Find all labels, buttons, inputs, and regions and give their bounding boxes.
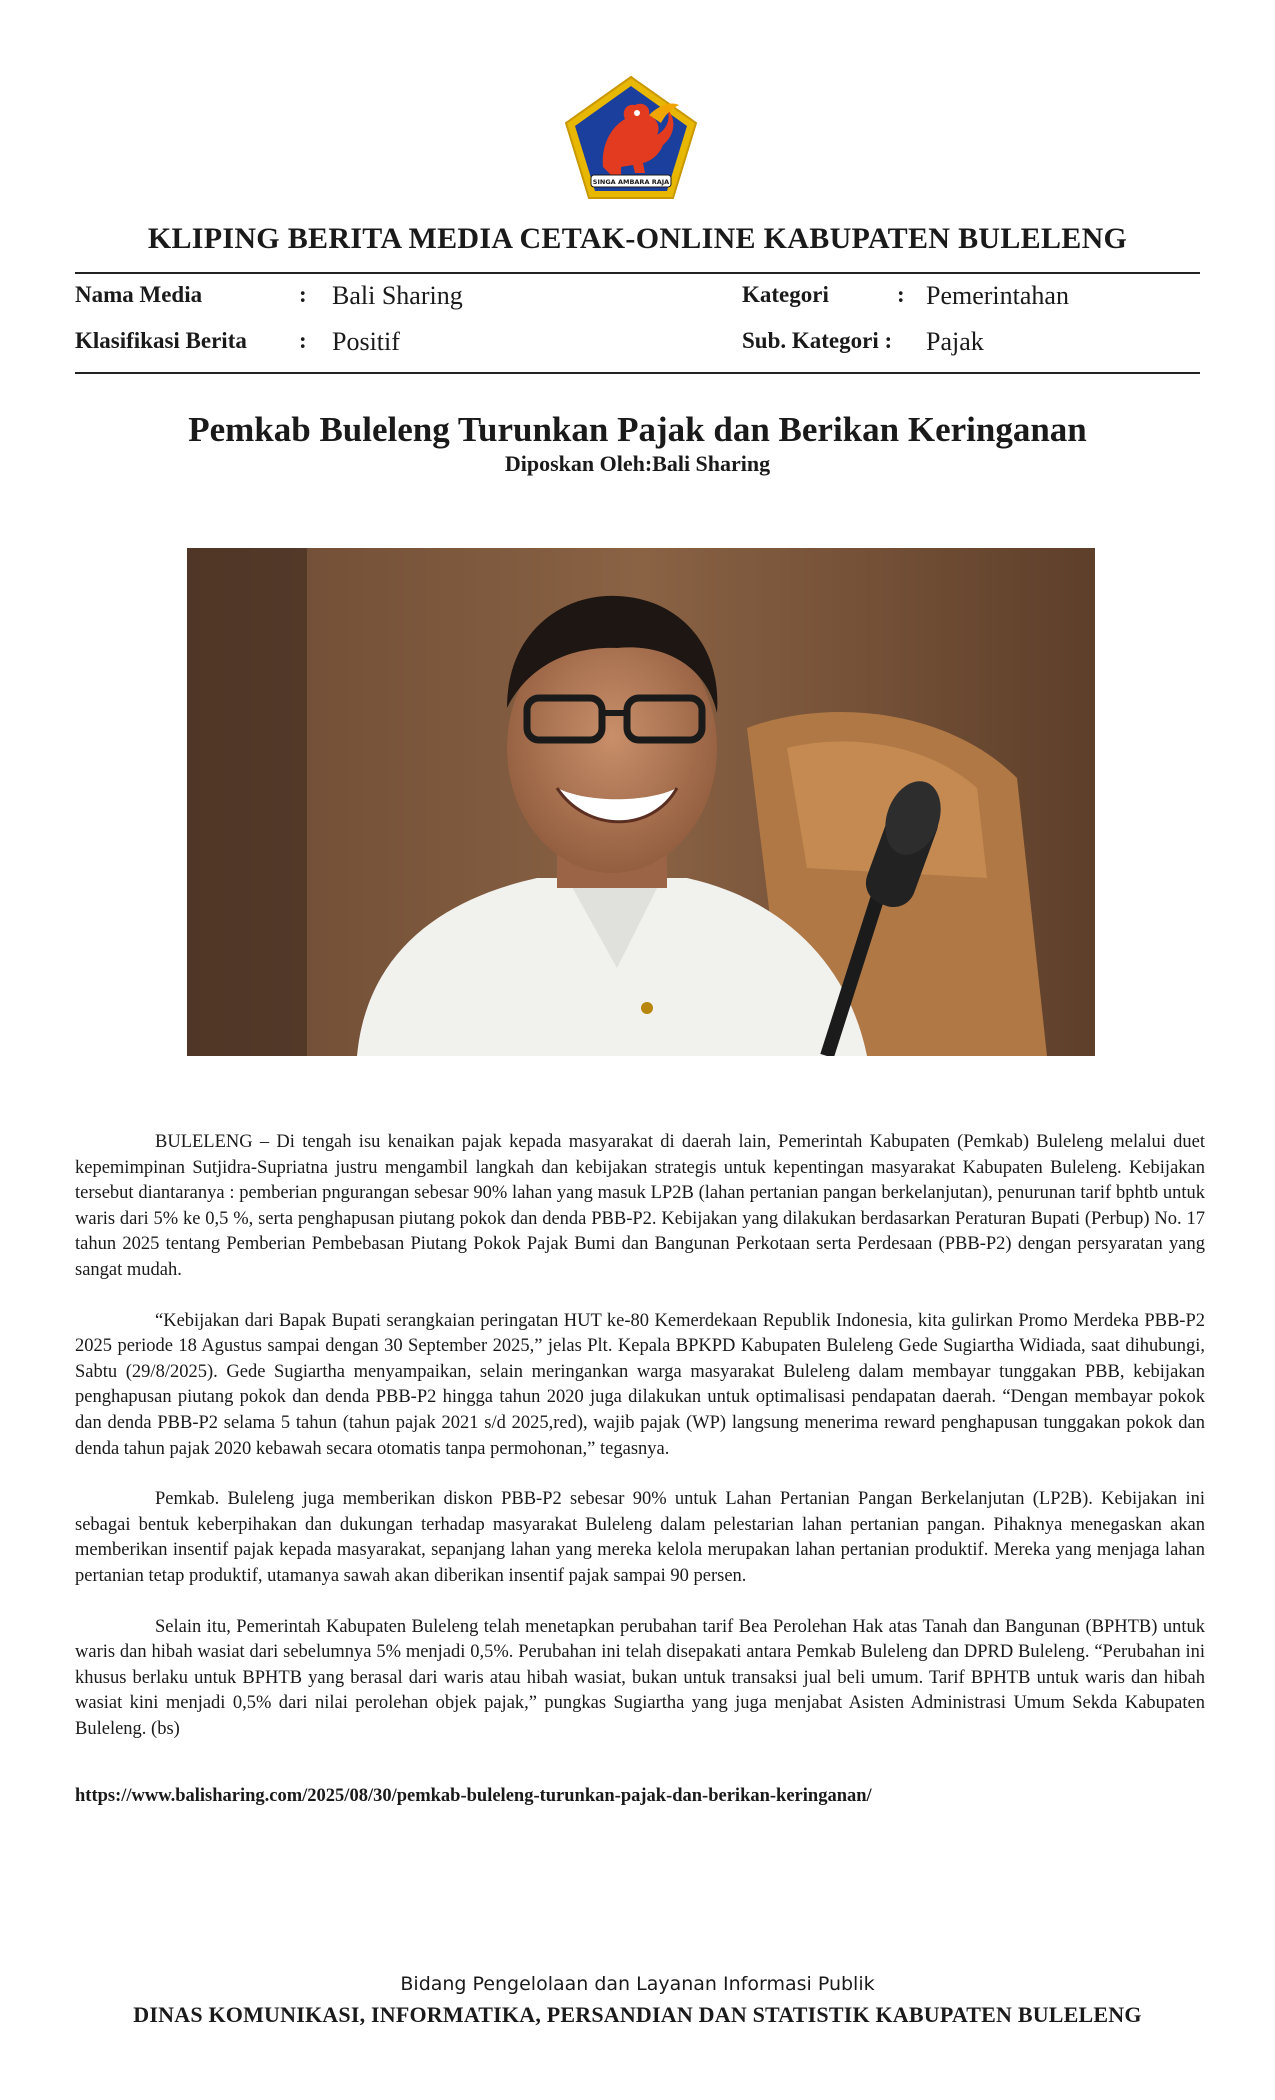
- kategori-colon: :: [897, 282, 905, 307]
- article-headline: Pemkab Buleleng Turunkan Pajak dan Berikan Keringanan: [188, 410, 1087, 449]
- nama-media-label: Nama Media: [75, 282, 203, 307]
- kategori-label: Kategori: [742, 282, 829, 307]
- sub-kategori-label: Sub. Kategori :: [742, 328, 893, 353]
- kategori-value: Pemerintahan: [926, 281, 1069, 310]
- nama-media-value: Bali Sharing: [332, 281, 463, 310]
- nama-media-colon: :: [299, 282, 307, 307]
- article-body: [75, 1130, 1205, 1767]
- klasifikasi-berita-colon: :: [299, 328, 307, 353]
- bottom-divider: [75, 372, 1200, 374]
- sub-kategori-value: Pajak: [926, 327, 984, 356]
- page-title: KLIPING BERITA MEDIA CETAK-ONLINE KABUPATEN BULELENG: [147, 222, 1128, 255]
- logo-motto: SINGA AMBARA RAJA: [592, 178, 670, 186]
- klasifikasi-berita-label: Klasifikasi Berita: [75, 328, 247, 353]
- article-photo: [187, 548, 1095, 1056]
- regency-emblem-logo: [563, 75, 699, 201]
- article-paragraph: “Kebijakan dari Bapak Bupati serangkaian peringatan HUT ke-80 Kemerdekaan Republik Indonesia, kita gulirkan Promo Merdeka PBB-P2 2025 periode 18 Agustus sampai dengan 30 September 2025,” jelas Plt. Kepala BPKPD Kabupaten Buleleng Gede Sugiartha Widiada, saat dihubungi, Sabtu (29/8/2025). Gede Sugiartha menyampaikan, selain meringankan warga masyarakat Buleleng dalam membayar tunggakan PBB, kebijakan penghapusan piutang pokok dan denda PBB-P2 hingga tahun 2020 juga dilakukan untuk optimalisasi pendapatan daerah. “Dengan membayar pokok dan denda PBB-P2 selama 5 tahun (tahun pajak 2021 s/d 2025,red), wajib pajak (WP) langsung menerima reward penghapusan tunggakan pokok dan denda tahun pajak 2020 kebawah secara otomatis tanpa permohonan,” tegasnya.: [75, 1310, 1205, 1459]
- footer-department: Bidang Pengelolaan dan Layanan Informasi Publik: [400, 1973, 875, 1995]
- article-paragraph: Selain itu, Pemerintah Kabupaten Buleleng telah menetapkan perubahan tarif Bea Perolehan Hak atas Tanah dan Bangunan (BPHTB) untuk waris dan hibah wasiat dari sebelumnya 5% menjadi 0,5%. Perubahan ini telah disepakati antara Pemkab Buleleng dan DPRD Buleleng. “Perubahan ini khusus berlaku untuk BPHTB yang berasal dari waris atau hibah wasiat, bukan untuk transaksi jual beli umum. Tarif BPHTB untuk waris dan hibah wasiat kini menjadi 0,5% dari nilai perolehan objek pajak,” pungkas Sugiartha yang juga menjabat Asisten Administrasi Umum Sekda Kabupaten Buleleng. (bs): [75, 1616, 1205, 1739]
- source-link[interactable]: https://www.balisharing.com/2025/08/30/pemkab-buleleng-turunkan-pajak-dan-berikan-keringanan/: [75, 1786, 872, 1806]
- article-paragraph: Pemkab. Buleleng juga memberikan diskon PBB-P2 sebesar 90% untuk Lahan Pertanian Pangan Berkelanjutan (LP2B). Kebijakan ini sebagai bentuk keberpihakan dan dukungan terhadap masyarakat Buleleng dalam pelestarian lahan pertanian pangan. Pihaknya menegaskan akan memberikan insentif pajak kepada masyarakat, sepanjang lahan yang mereka kelola merupakan lahan pertanian produktif. Mereka yang menjaga lahan pertanian tetap produktif, utamanya sawah akan diberikan insentif pajak sampai 90 persen.: [75, 1489, 1205, 1586]
- klasifikasi-berita-value: Positif: [332, 327, 400, 356]
- article-byline: Diposkan Oleh:Bali Sharing: [504, 451, 771, 476]
- article-paragraph: BULELENG – Di tengah isu kenaikan pajak kepada masyarakat di daerah lain, Pemerintah Kabupaten (Pemkab) Buleleng melalui duet kepemimpinan Sutjidra-Supriatna justru mengambil langkah dan kebijakan strategis untuk kepentingan masyarakat Kabupaten Buleleng. Kebijakan tersebut diantaranya : pemberian pngurangan sebesar 90% lahan yang masuk LP2B (lahan pertanian pangan berkelanjutan), penurunan tarif bphtb untuk waris dari 5% ke 0,5 %, serta penghapusan piutang pokok dan denda PBB-P2. Kebijakan yang dilakukan berdasarkan Peraturan Bupati (Perbup) No. 17 tahun 2025 tentang Pemberian Pembebasan Piutang Pokok Pajak Bumi dan Bangunan Perkotaan serta Perdesaan (PBB-P2) dengan persyaratan yang sangat mudah.: [75, 1132, 1205, 1280]
- footer-agency: DINAS KOMUNIKASI, INFORMATIKA, PERSANDIAN DAN STATISTIK KABUPATEN BULELENG: [133, 2002, 1142, 2027]
- top-divider: [75, 272, 1200, 274]
